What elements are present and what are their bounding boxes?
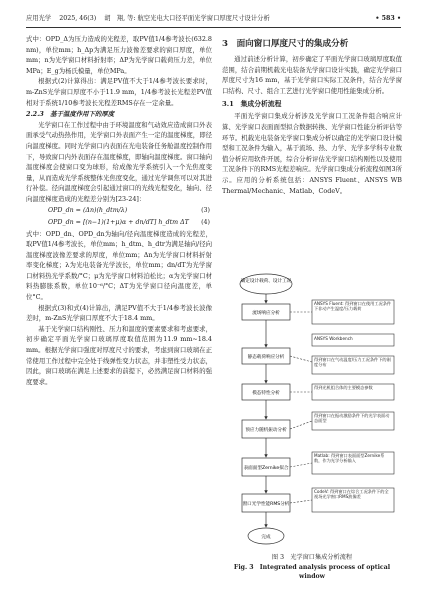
paragraph: 基于光学窗口结构刚性、压力和温度的要素要求和考虑要求，初步确定平面光学窗口玻璃厚度取值范围为11.9 mm~18.4 mm。根据光学窗口强度对厚度尺寸的要求，考虑到窗口玻璃在正常使用工作过程中完全处于线弹性变力状态，并非塑性受力状态，因此，窗口玻璃在满足上述要求的前提下，必然满足窗口材料的强度要求。 bbox=[26, 324, 212, 386]
paragraph: 根据式(3)和式(4)计算出，满足PV值不大于1/4参考波长波像差时，m-ZnS光学窗口厚度不大于18.4 mm。 bbox=[26, 303, 212, 323]
flow-box-2-label: 静态载荷响应分析 bbox=[247, 355, 285, 360]
flow-note-labels bbox=[314, 301, 392, 511]
equation-body: OPD_dn = [(n−1)(1+μ)α + dn/dT] h_dtm ΔT bbox=[48, 218, 189, 226]
note-7: CodeV: 得到窗口在综合工况条件下的全视场光学窗口RMS波像差 bbox=[314, 489, 389, 500]
flow-box-6-label: 窗口光学性能RMS分析 bbox=[242, 502, 290, 507]
note-5: 得到窗口在振动激励条件下的光学表面动态面型 bbox=[314, 413, 390, 424]
flow-box-1-label: 流场响应分析 bbox=[252, 311, 280, 316]
flowchart-figure bbox=[232, 272, 396, 548]
start-line: 确定设计载荷、设计工况 bbox=[240, 279, 292, 284]
running-header bbox=[26, 12, 401, 26]
paragraph: 平面光学窗口集成分析涉及光学窗口工况条件组合响应计算、光学窗口表面面型拟合数据转换、光学窗口性能分析评估等环节。机载光电装备光学窗口集成分析以确定的光学窗口设计模型和工况条件为输入，基于流场、热、力学、光学多学科专业数值分析应用软件开展，综合分析评估光学窗口结构刚性以及使用工况条件下的RMS光程差响应。光学窗口集成分析流程如图3所示。应用的分析系统包括：ANSYS Fluent、ANSYS WB Thermal/Mechanic、Matlab、CodeV。 bbox=[222, 112, 402, 195]
equation-4 bbox=[26, 217, 212, 229]
subsection-heading: 3.1 集成分析流程 bbox=[222, 100, 282, 109]
header-left bbox=[26, 12, 270, 26]
section-heading: 3 面向窗口厚度尺寸的集成分析 bbox=[222, 39, 349, 49]
flow-start-label bbox=[241, 277, 292, 284]
note-2: ANSYS Workbench bbox=[314, 336, 353, 341]
subsection-heading: 2.2.3 基于温度作用下的厚度 bbox=[26, 110, 115, 119]
flow-box-4-label: 预应力随机振动分析 bbox=[245, 428, 287, 433]
page-number: • 583 • bbox=[375, 15, 401, 22]
paragraph: 根据式(2)计算得出：满足PV值不大于1/4参考波长要求时，m-ZnS光学窗口厚度不小于11.9 mm，1/4参考波长光程差PV值相对于系统1/10参考波长光程差RMS存在一定余量。 bbox=[26, 77, 212, 107]
note-3: 得到窗口在气动温度/压力工况条件下的刚度分布 bbox=[314, 357, 391, 368]
equation-body: OPD_dn = (Δn)(h_dtm/λ) bbox=[48, 206, 128, 214]
journal-name: 应用光学 bbox=[26, 15, 52, 22]
note-6: Matlab: 得到窗口表面面型Zernike系数，作为光学分析输入 bbox=[314, 453, 385, 464]
paragraph: 光学窗口在工作过程中由于环境温度和气动效应造成窗口外表面承受气动热热作用，光学窗口外表面产生一定的温度梯度，即径向温度梯度。同时光学窗口内表面在光电装备任务舱温度控制作用下，导致窗口内外表面存在温度梯度，即轴向温度梯度。窗口轴向温度梯度会使窗口变为球形，给成像光学系统引入一个光焦度变量，从而造成光学系统整体光焦度变化，通过光学调焦可以对其进行补偿。径向温度梯度会引起通过窗口的光线光程变化，轴向、径向温度梯度造成的光程差分别为[23-24]： bbox=[26, 120, 212, 203]
paragraph: 通过前述分析计算，初步确定了平面光学窗口玻璃厚度取值范围，结合前期机载光电装备光学窗口设计实践，确定光学窗口厚度尺寸为16 mm，基于光学窗口实际工况条件，结合光学窗口结构、尺寸、组合工艺进行光学窗口使用性能集成分析。 bbox=[222, 55, 402, 95]
right-column bbox=[222, 34, 402, 196]
figure-caption-en: Fig. 3 Integrated analysis process of optical window bbox=[233, 564, 391, 580]
equation-number: (3) bbox=[201, 206, 210, 214]
flow-start-node bbox=[240, 274, 292, 294]
note-4: 得到光机组合体的主要模态参数 bbox=[314, 385, 373, 390]
equation-3 bbox=[26, 205, 212, 217]
flow-box-5-label: 表面面型Zernike拟合 bbox=[243, 466, 289, 471]
header-authors-title: 胡 翔, 等: 航空光电大口径平面光学窗口厚度尺寸设计分析 bbox=[104, 15, 270, 22]
figure-caption-zh: 图 3 光学窗口集成分析流程 bbox=[271, 554, 353, 561]
flow-notes bbox=[290, 300, 394, 512]
flow-end-label: 完成 bbox=[261, 535, 271, 540]
paragraph: 式中：OPD_Δ为压力造成的光程差，取PV值1/4参考波长(632.8 nm)，单位mm；h_Δp为满足压力波像差要求的窗口厚度，单位mm；n为光学窗口材料折射率；ΔP为光学窗口载荷压力差，单位MPa；E_g为杨氏模量，单位MPa。 bbox=[26, 35, 212, 75]
paragraph: 式中：OPD_dn、OPD_dn为轴向/径向温度梯度造成的光程差，取PV值1/4参考波长，单位mm；h_dtm、h_dtr为满足轴向/径向温度梯度波像差要求的厚度，单位mm；Δn为光学窗口材料折射率变化梯度；λ为光电装备光学波长，单位mm；dn/dT为光学窗口材料热光学系数/°C；μ为光学窗口材料泊松比；α为光学窗口材料热膨胀系数，单位10⁻⁶/°C；ΔT为光学窗口径向温度差，单位°C。 bbox=[26, 229, 212, 302]
equation-number: (4) bbox=[201, 218, 210, 226]
volume-issue: 2025, 46(3) bbox=[59, 15, 97, 22]
header-rule bbox=[26, 27, 401, 28]
note-1: ANSYS Fluent: 得到窗口在使用工况条件下非动产生温度/压力载荷 bbox=[314, 301, 392, 312]
left-column bbox=[26, 34, 212, 387]
flow-box-3-label: 模态特性分析 bbox=[252, 391, 280, 396]
